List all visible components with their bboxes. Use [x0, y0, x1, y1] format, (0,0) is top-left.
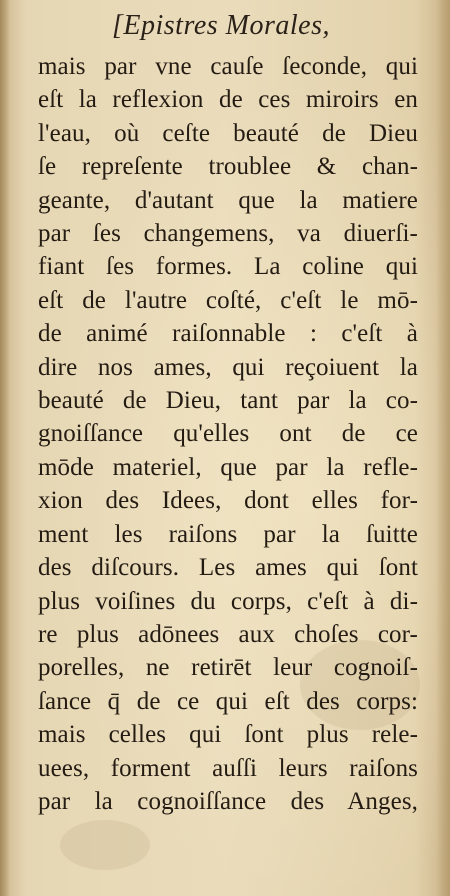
- text-line: ſance q̄ de ce qui eſt des corps:: [38, 687, 418, 715]
- text-line: mais celles qui ſont plus rele-: [38, 721, 418, 749]
- text-line: beauté de Dieu, tant par la co-: [38, 387, 418, 415]
- running-head: [Epistres Morales,: [112, 10, 330, 41]
- text-line: eſt la reflexion de ces miroirs en: [38, 86, 418, 114]
- text-line: plus voiſines du corps, c'eſt à di-: [38, 587, 418, 615]
- text-line: xion des Idees, dont elles for-: [38, 487, 418, 515]
- text-line: gnoiſſance qu'elles ont de ce: [38, 420, 418, 448]
- text-line: de animé raiſonnable : c'eſt à: [38, 320, 418, 348]
- text-line: uees, forment auſſi leurs raiſons: [38, 754, 418, 782]
- text-line: mais par vne cauſe ſeconde, qui: [38, 53, 418, 80]
- text-line: par ſes changemens, va diuerſi-: [38, 220, 418, 248]
- text-line: des diſcours. Les ames qui ſont: [38, 554, 418, 582]
- text-line: eſt de l'autre coſté, c'eſt le mō-: [38, 286, 418, 314]
- text-line: ſe repreſente troublee & chan-: [38, 153, 418, 181]
- page-left-edge: [0, 0, 10, 896]
- page-right-edge: [436, 0, 450, 896]
- text-line: mōde materiel, que par la refle-: [38, 453, 418, 481]
- text-line: ment les raiſons par la ſuitte: [38, 520, 418, 548]
- body-text: [38, 50, 418, 818]
- text-line: re plus adōnees aux choſes cor-: [38, 620, 418, 648]
- text-line: l'eau, où ceſte beauté de Dieu: [38, 119, 418, 147]
- paper-stain: [60, 820, 150, 870]
- text-line: porelles, ne retirēt leur cognoiſ-: [38, 654, 418, 682]
- text-line: par la cognoiſſance des Anges,: [38, 787, 418, 815]
- text-line: geante, d'autant que la matiere: [38, 186, 418, 214]
- text-line: dire nos ames, qui reçoiuent la: [38, 353, 418, 381]
- text-line: fiant ſes formes. La coline qui: [38, 253, 418, 281]
